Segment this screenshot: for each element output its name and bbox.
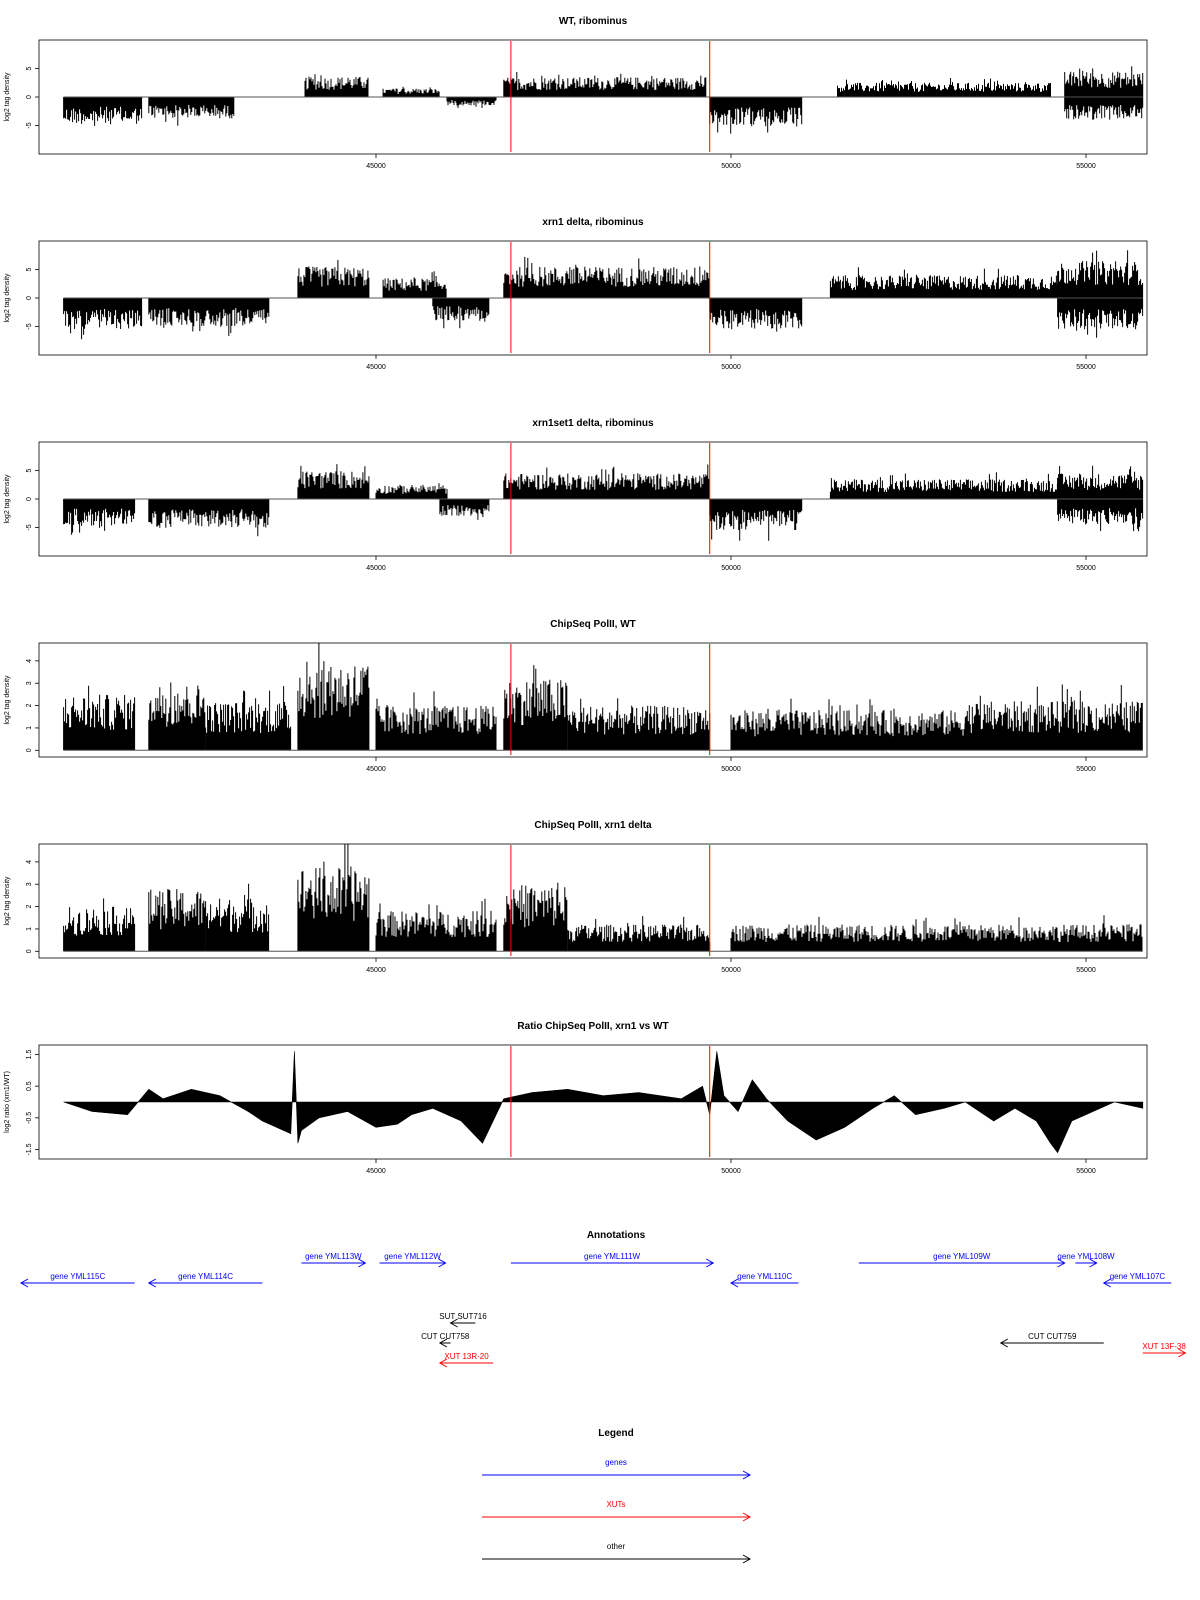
legend-panel [482,1428,750,1563]
feature-label: gene YML107C [1109,1272,1166,1281]
density-bars [1058,298,1143,338]
y-axis-label: log2 ratio (xrn1/WT) [4,1071,11,1133]
feature-xuts [1142,1342,1186,1357]
density-bars [504,72,706,97]
panel-chipseq-xrn1 [4,820,1147,974]
feature-label: gene YML111W [584,1252,641,1261]
series-marks [64,643,1143,750]
density-bars [830,472,1057,499]
x-tick-label: 45000 [366,967,386,974]
density-bars [830,267,1057,298]
y-tick-label: -5 [26,524,33,531]
feature-other [421,1332,470,1347]
y-tick-label: 1 [26,725,33,730]
feature-genes [731,1272,798,1287]
feature-label: gene YML109W [933,1252,991,1261]
feature-genes [1104,1272,1171,1287]
density-bars [206,884,269,952]
y-tick-label: 2 [26,904,33,909]
panel-xrn1set1-ribominus [4,418,1147,572]
feature-genes [149,1272,263,1287]
density-bars [1065,66,1143,97]
feature-genes [380,1252,446,1267]
density-bars [64,499,135,535]
density-bars [965,685,1142,751]
ratio-area [64,1051,1143,1152]
density-bars [383,87,439,97]
y-tick-label: -0.5 [26,1111,33,1124]
density-bars [64,686,135,751]
density-bars [710,97,802,134]
density-bars [1058,466,1143,499]
density-bars [447,97,496,108]
feature-label: SUT SUT716 [439,1312,487,1321]
density-bars [376,899,496,952]
panel-title: WT, ribominus [558,16,628,27]
feature-label: XUT 13R-20 [444,1352,489,1361]
density-bars [149,499,269,536]
y-axis-label: log2 tag density [4,876,11,926]
y-tick-label: -1.5 [26,1143,33,1156]
density-bars [64,97,142,126]
feature-label: gene YML113W [305,1252,362,1261]
feature-other [1001,1332,1104,1347]
density-bars [383,271,446,298]
x-tick-label: 45000 [366,766,386,773]
x-tick-label: 55000 [1076,766,1096,773]
x-tick-label: 50000 [721,163,741,170]
density-bars [149,889,205,951]
feature-genes [859,1252,1065,1267]
x-tick-label: 45000 [366,364,386,371]
panel-ratio [4,1021,1147,1175]
x-tick-label: 45000 [366,1168,386,1175]
y-tick-label: 5 [26,468,33,473]
feature-label: XUT 13F-38 [1142,1342,1186,1351]
x-tick-label: 50000 [721,364,741,371]
y-tick-label: 0 [26,748,33,753]
y-tick-label: -5 [26,122,33,129]
x-tick-label: 50000 [721,565,741,572]
y-tick-label: 0.5 [26,1081,33,1092]
density-bars [1058,250,1143,298]
x-tick-label: 55000 [1076,967,1096,974]
density-bars [298,260,369,298]
y-tick-label: 0 [26,497,33,501]
panel-wt-ribominus [4,16,1147,170]
density-bars [504,257,709,298]
density-bars [305,74,368,97]
density-bars [64,298,142,339]
density-bars [433,298,489,328]
y-axis-label: log2 tag density [4,474,11,524]
panel-title: xrn1set1 delta, ribominus [532,418,654,429]
series-marks [64,66,1143,133]
x-tick-label: 45000 [366,565,386,572]
x-tick-label: 50000 [721,967,741,974]
density-bars [206,686,291,750]
feature-label: gene YML108W [1057,1252,1115,1261]
series-marks [64,464,1143,541]
y-tick-label: 0 [26,95,33,99]
density-bars [1065,97,1143,120]
y-tick-label: 0 [26,949,33,954]
feature-xuts [440,1352,493,1367]
y-tick-label: 0 [26,296,33,300]
x-tick-label: 55000 [1076,1168,1096,1175]
legend-item-xuts [482,1500,750,1521]
density-bars [298,464,369,499]
x-tick-label: 55000 [1076,364,1096,371]
feature-label: CUT CUT759 [1028,1332,1077,1341]
feature-label: gene YML114C [178,1272,234,1281]
y-axis-label: log2 tag density [4,72,11,122]
panel-title: xrn1 delta, ribominus [542,217,644,228]
density-bars [376,691,496,750]
density-bars [838,78,1051,97]
legend-item-genes [482,1458,750,1479]
y-axis-label: log2 tag density [4,675,11,725]
density-bars [504,883,567,952]
feature-genes [21,1272,135,1287]
annotations-title: Annotations [586,1230,646,1241]
series-marks [64,1051,1143,1152]
y-tick-label: 3 [26,681,33,686]
density-bars [710,499,802,541]
density-bars [504,465,709,500]
y-tick-label: 5 [26,267,33,272]
feature-genes [511,1252,713,1267]
y-tick-label: 4 [26,859,33,864]
legend-title: Legend [598,1428,634,1439]
y-tick-label: 1.5 [26,1049,33,1060]
series-marks [64,250,1143,339]
panels [4,16,1147,1175]
feature-genes [1057,1252,1115,1267]
panel-xrn1-ribominus [4,217,1147,371]
panel-title: ChipSeq PolII, xrn1 delta [534,820,652,831]
x-tick-label: 50000 [721,1168,741,1175]
y-tick-label: 4 [26,658,33,663]
panel-title: ChipSeq PolII, WT [550,619,636,630]
panel-title: Ratio ChipSeq PolII, xrn1 vs WT [517,1021,669,1032]
legend-label: genes [605,1458,627,1467]
density-bars [568,698,710,750]
density-bars [149,298,269,336]
density-bars [149,97,234,126]
panel-chipseq-wt [4,619,1147,773]
density-bars [568,916,710,951]
y-tick-label: 2 [26,703,33,708]
y-tick-label: 5 [26,66,33,71]
feature-label: CUT CUT758 [421,1332,470,1341]
series-marks [64,844,1142,951]
annotations-panel [21,1230,1186,1367]
feature-label: gene YML110C [737,1272,793,1281]
density-bars [376,483,447,499]
density-bars [1058,499,1143,531]
y-axis-label: log2 tag density [4,273,11,323]
x-tick-label: 45000 [366,163,386,170]
density-bars [298,844,369,951]
feature-other [439,1312,487,1327]
density-bars [149,683,205,751]
density-bars [710,298,802,332]
y-tick-label: 1 [26,926,33,931]
density-bars [504,665,567,750]
density-bars [731,699,965,751]
legend-label: other [606,1542,626,1551]
y-tick-label: 3 [26,882,33,887]
density-bars [731,915,1142,951]
x-tick-label: 50000 [721,766,741,773]
feature-genes [301,1252,365,1267]
feature-label: gene YML115C [50,1272,106,1281]
density-bars [440,499,489,520]
x-tick-label: 55000 [1076,565,1096,572]
legend-label: XUTs [606,1500,626,1509]
y-tick-label: -5 [26,323,33,330]
x-tick-label: 55000 [1076,163,1096,170]
feature-label: gene YML112W [384,1252,441,1261]
density-bars [64,898,135,951]
density-bars [298,643,369,750]
legend-item-other [482,1542,750,1563]
